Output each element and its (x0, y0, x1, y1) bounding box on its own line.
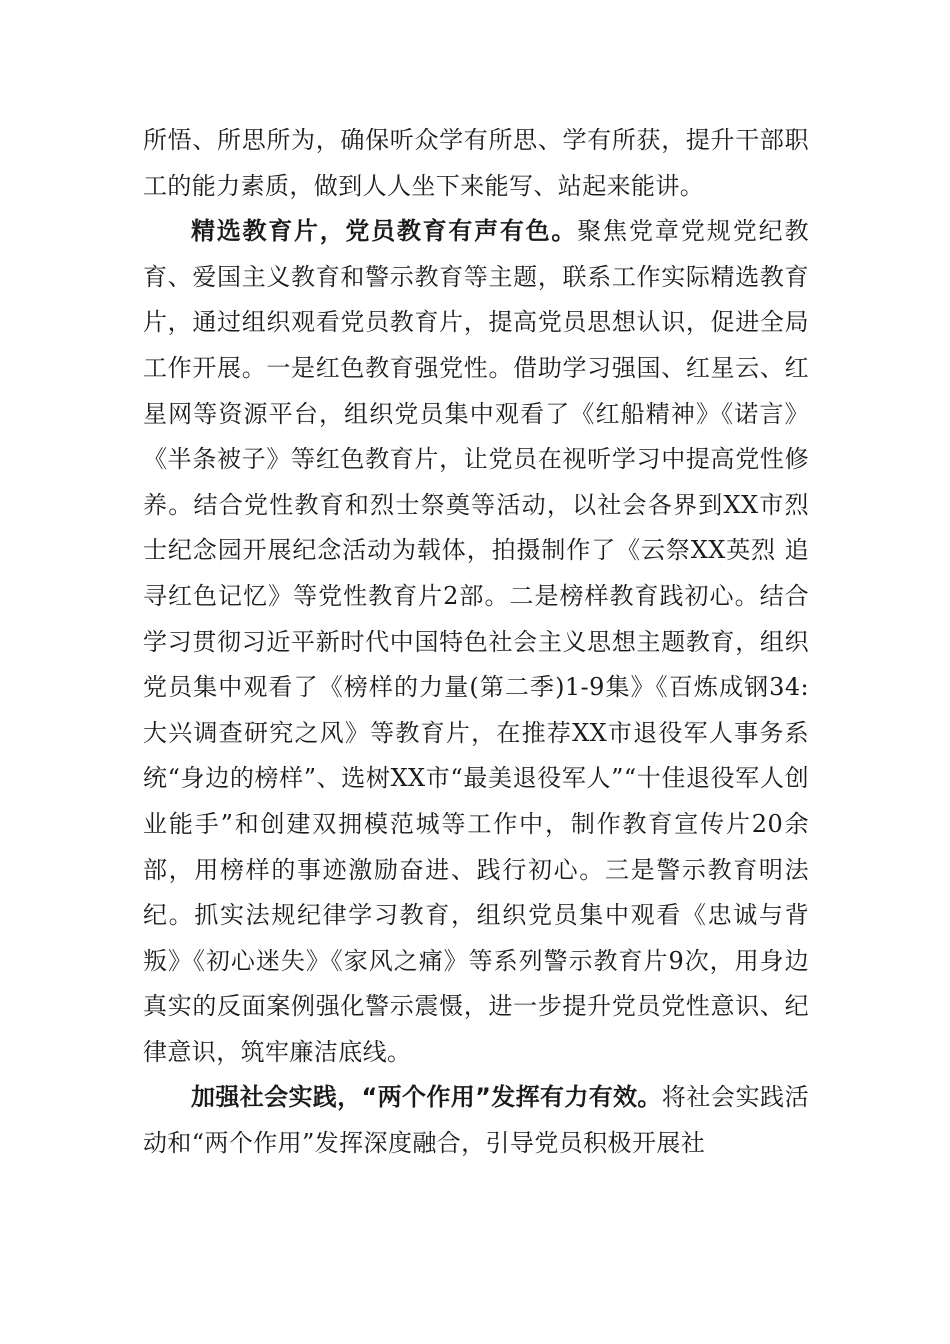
paragraph-education-films (143, 209, 809, 1075)
document-body (143, 118, 809, 1167)
paragraph-text: 聚焦党章党规党纪教育、爱国主义教育和警示教育等主题，联系工作实际精选教育片，通过组织观看党员教育片，提高党员思想认识，促进全局工作开展。一是红色教育强党性。借助学习强国、红星云、红星网等资源平台，组织党员集中观看了《红船精神》《诺言》《半条被子》等红色教育片，让党员在视听学习中提高党性修养。结合党性教育和烈士祭奠等活动，以社会各界到XX市烈士纪念园开展纪念活动为载体，拍摄制作了《云祭XX英烈 追寻红色记忆》等党性教育片2部。二是榜样教育践初心。结合学习贯彻习近平新时代中国特色社会主义思想主题教育，组织党员集中观看了《榜样的力量(第二季)1-9集》《百炼成钢34:大兴调查研究之风》等教育片，在推荐XX市退役军人事务系统“身边的榜样”、选树XX市“最美退役军人”“十佳退役军人创业能手”和创建双拥模范城等工作中，制作教育宣传片20余部，用榜样的事迹激励奋进、践行初心。三是警示教育明法纪。抓实法规纪律学习教育，组织党员集中观看《忠诚与背叛》《初心迷失》《家风之痛》等系列警示教育片9次，用身边真实的反面案例强化警示震慑，进一步提升党员党性意识、纪律意识，筑牢廉洁底线。 (143, 217, 810, 1066)
paragraph-text: 将社会实践活动和“两个作用”发挥深度融合，引导党员积极开展社 (143, 1083, 810, 1158)
paragraph-lead-heading: 精选教育片，党员教育有声有色。 (191, 217, 578, 246)
paragraph-text: 所悟、所思所为，确保听众学有所思、学有所获，提升干部职工的能力素质，做到人人坐下来能写、站起来能讲。 (143, 126, 809, 200)
paragraph-continuation (143, 118, 809, 209)
paragraph-lead-heading: 加强社会实践，“两个作用”发挥有力有效。 (191, 1083, 662, 1112)
paragraph-social-practice (143, 1075, 809, 1166)
